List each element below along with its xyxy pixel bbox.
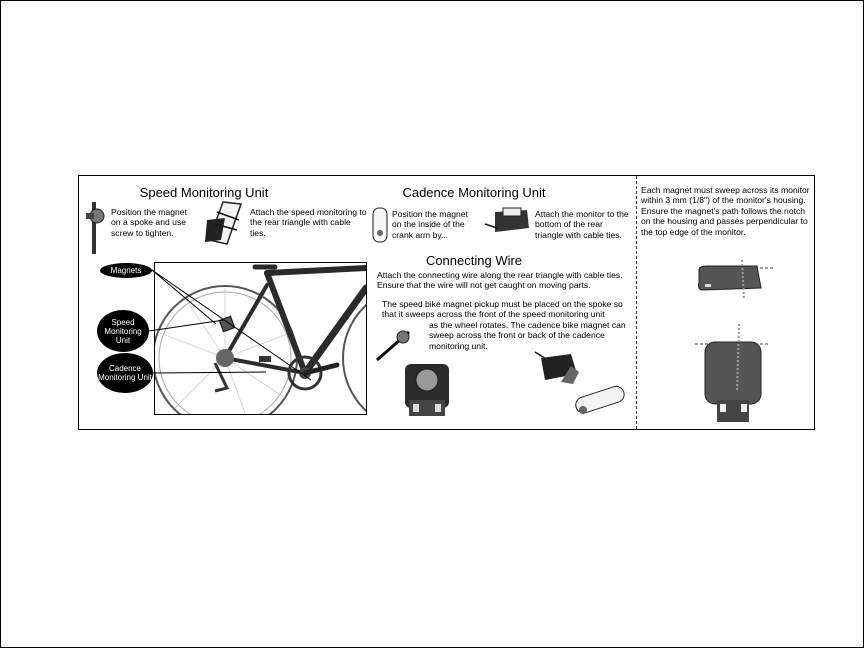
cadence-step1-text: Position the magnet on the inside of the crank arm by... (392, 209, 468, 240)
alignment-front-illustration (691, 322, 775, 426)
alignment-text: Each magnet must sweep across its monitor within 3 mm (1/8") of the monitor's housing. Ensure the magnet's path follows the notch on the housing and passes perpendicular to the top edge of the monitor. (641, 185, 810, 237)
speed-step2-text: Attach the speed monitoring to the rear triangle with cable ties. (250, 207, 367, 238)
cadence-monitor-mount-illustration (483, 206, 533, 236)
speed-unit-label: Speed Monitoring Unit (97, 310, 149, 352)
speed-monitor-device-illustration (401, 362, 453, 418)
speed-step1-text: Position the magnet on a spoke and use screw to tighten. (111, 207, 187, 238)
speed-section-title: Speed Monitoring Unit (139, 185, 269, 200)
spoke-magnet-illustration (83, 200, 107, 256)
wire-text-2a: The speed bike magnet pickup must be placed on the spoke so that it sweeps across the front of the speed monitoring unit (382, 299, 623, 320)
pickup-magnet-illustration (375, 326, 415, 364)
bike-photo (154, 262, 367, 415)
magnets-label: Magnets (100, 263, 152, 278)
instruction-panel (78, 175, 815, 430)
wire-section-title: Connecting Wire (425, 253, 523, 268)
section-divider (636, 176, 637, 429)
cadence-section-title: Cadence Monitoring Unit (402, 185, 546, 200)
wire-text-2b: as the wheel rotates. The cadence bike magnet can sweep across the front or back of the cadence monitoring unit. (429, 320, 626, 351)
wire-text-1: Attach the connecting wire along the rear triangle with cable ties. Ensure that the wire will not get caught on moving parts. (377, 270, 623, 291)
alignment-top-illustration (687, 260, 777, 300)
cadence-unit-label: Cadence Monitoring Unit (97, 353, 153, 393)
crank-arm-illustration (571, 382, 627, 422)
cadence-step2-text: Attach the monitor to the bottom of the rear triangle with cable ties. (535, 209, 629, 240)
speed-monitor-mount-illustration (203, 200, 247, 248)
crank-magnet-illustration (372, 207, 388, 243)
